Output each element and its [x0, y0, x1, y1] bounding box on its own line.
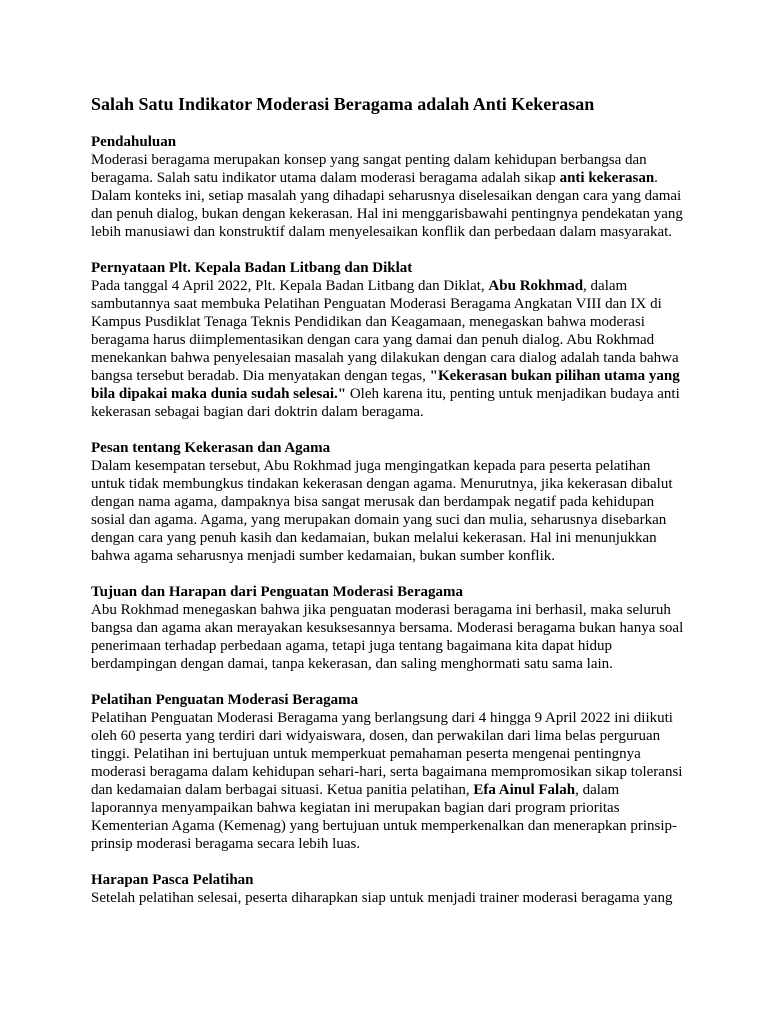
bold-text: Efa Ainul Falah — [473, 782, 576, 798]
body-text: Pada tanggal 4 April 2022, Plt. Kepala Badan Litbang dan Diklat, — [91, 278, 489, 294]
bold-text: anti kekerasan — [559, 170, 655, 186]
section-heading: Tujuan dan Harapan dari Penguatan Moderasi Beragama — [91, 584, 463, 600]
section-paragraph — [91, 601, 687, 673]
section-paragraph — [91, 889, 687, 907]
section-paragraph — [91, 457, 687, 565]
section-paragraph — [91, 151, 687, 241]
body-text: , dalam sambutannya saat membuka Pelatihan Penguatan Moderasi Beragama Angkatan VIII dan IX di Kampus Pusdiklat Tenaga Teknis Pendidikan dan Keagamaan, menegaskan bahwa moderasi beragama harus diimplementasikan dengan cara yang damai dan penuh dialog. Abu Rokhmad menekankan bahwa penyelesaian masalah yang dilakukan dengan cara dialog adalah tanda bahwa bangsa tersebut beradab. Dia menyatakan dengan tegas, — [91, 278, 679, 384]
body-text: Oleh karena itu, penting untuk menjadikan budaya anti kekerasan sebagai bagian dari doktrin dalam beragama. — [91, 386, 680, 420]
body-text: , dalam laporannya menyampaikan bahwa kegiatan ini merupakan bagian dari program prioritas Kementerian Agama (Kemenag) yang bertujuan untuk memperkenalkan dan menerapkan prinsip-prinsip moderasi beragama secara lebih luas. — [91, 782, 678, 852]
section-heading: Pesan tentang Kekerasan dan Agama — [91, 440, 331, 456]
bold-text: "Kekerasan bukan pilihan utama yang bila dipakai maka dunia sudah selesai." — [91, 368, 680, 402]
document-section — [91, 583, 687, 673]
section-paragraph — [91, 277, 687, 421]
section-heading: Pendahuluan — [91, 134, 177, 150]
document-section — [91, 439, 687, 565]
section-heading: Harapan Pasca Pelatihan — [91, 872, 254, 888]
document-section — [91, 133, 687, 241]
bold-text: Abu Rokhmad — [488, 278, 584, 294]
document-section — [91, 691, 687, 853]
body-text: . Dalam konteks ini, setiap masalah yang dihadapi seharusnya diselesaikan dengan cara yang damai dan penuh dialog, bukan dengan kekerasan. Hal ini menggarisbawahi pentingnya pendekatan yang lebih manusiawi dan konstruktif dalam menyelesaikan konflik dan perbedaan dalam masyarakat. — [91, 170, 683, 240]
document-page — [91, 93, 687, 925]
section-paragraph — [91, 709, 687, 853]
body-text: Pelatihan Penguatan Moderasi Beragama yang berlangsung dari 4 hingga 9 April 2022 ini diikuti oleh 60 peserta yang terdiri dari widyaiswara, dosen, dan perwakilan dari lima belas perguruan tinggi. Pelatihan ini bertujuan untuk memperkuat pemahaman peserta mengenai pentingnya moderasi beragama dalam kehidupan sehari-hari, serta bagaimana mempromosikan sikap toleransi dan kedamaian dalam berbagai situasi. Ketua panitia pelatihan, — [91, 710, 683, 798]
body-text: Moderasi beragama merupakan konsep yang sangat penting dalam kehidupan berbangsa dan beragama. Salah satu indikator utama dalam moderasi beragama adalah sikap — [91, 152, 647, 186]
body-text: Setelah pelatihan selesai, peserta diharapkan siap untuk menjadi trainer moderasi beragama yang — [91, 890, 673, 906]
section-heading: Pernyataan Plt. Kepala Badan Litbang dan Diklat — [91, 260, 413, 276]
document-title: Salah Satu Indikator Moderasi Beragama adalah Anti Kekerasan — [91, 94, 595, 114]
document-section — [91, 871, 687, 907]
document-sections — [91, 133, 687, 907]
body-text: Abu Rokhmad menegaskan bahwa jika penguatan moderasi beragama ini berhasil, maka seluruh bangsa dan agama akan merayakan kesuksesannya bersama. Moderasi beragama bukan hanya soal penerimaan terhadap perbedaan agama, tetapi juga tentang bagaimana kita dapat hidup berdampingan dengan damai, tanpa kekerasan, dan saling menghormati satu sama lain. — [91, 602, 684, 672]
document-section — [91, 259, 687, 421]
section-heading: Pelatihan Penguatan Moderasi Beragama — [91, 692, 359, 708]
body-text: Dalam kesempatan tersebut, Abu Rokhmad juga mengingatkan kepada para peserta pelatihan untuk tidak membungkus tindakan kekerasan dengan agama. Menurutnya, jika kekerasan dibalut dengan nama agama, dampaknya bisa sangat merusak dan berdampak negatif pada kehidupan sosial dan agama. Agama, yang merupakan domain yang suci dan mulia, seharusnya disebarkan dengan cara yang penuh kasih dan kedamaian, bukan melalui kekerasan. Hal ini menunjukkan bahwa agama seharusnya menjadi sumber kedamaian, bukan sumber konflik. — [91, 458, 673, 564]
